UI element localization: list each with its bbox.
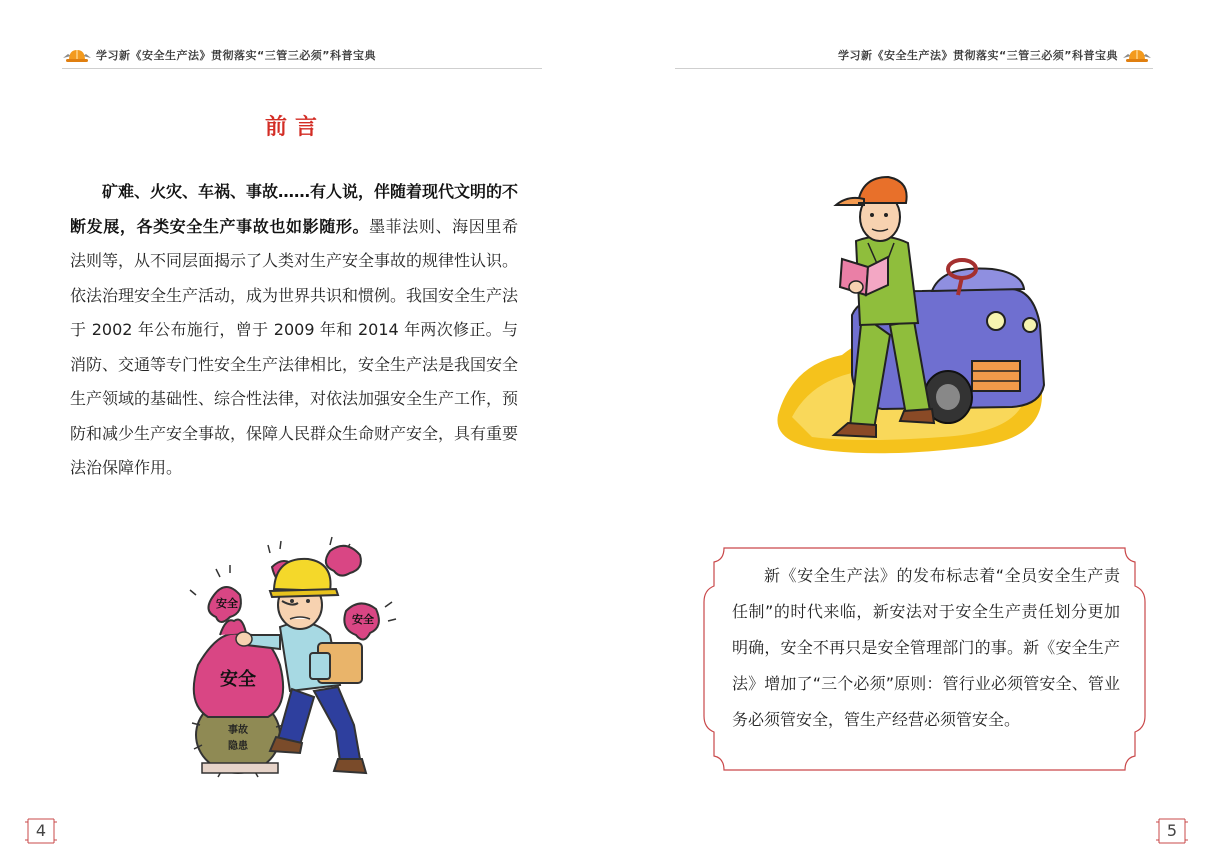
- page-number-label: 5: [1166, 821, 1178, 840]
- page-header: [834, 44, 1152, 66]
- callout-box: [702, 546, 1147, 772]
- page-number: [1155, 818, 1189, 844]
- header-divider: [62, 68, 542, 69]
- header-title: 学习新《安全生产法》贯彻落实“三管三必须”科普宝典: [838, 49, 1118, 62]
- svg-text:安全: 安全: [216, 597, 238, 610]
- callout-paragraph: 新《安全生产法》的发布标志着“全员安全生产责任制”的时代来临，新安法对于安全生产责任划分更加明确，安全不再只是安全管理部门的事。新《安全生产法》增加了“三个必须”原则：管行业必须管安全、管业务必须管安全，管生产经营必须管安全。: [732, 566, 1120, 729]
- svg-text:安全: 安全: [220, 669, 256, 690]
- preface-paragraph: [70, 175, 518, 486]
- svg-text:安全: 安全: [352, 613, 374, 626]
- preface-body: 墨菲法则、海因里希法则等，从不同层面揭示了人类对生产安全事故的规律性认识。依法治理安全生产活动，成为世界共识和惯例。我国安全生产法于 2002 年公布施行，曾于 2009 年和 2014 年两次修正。与消防、交通等专门性安全生产法律相比，安全生产法是我国安全生产领域的基础性、综合性法律，对依法加强安全生产工作，预防和减少生产安全事故，保障人民群众生命财产安全，具有重要法治保障作用。: [70, 216, 519, 477]
- svg-text:事故: 事故: [228, 725, 248, 736]
- preface-bold-lead: 矿难、火灾、车祸、事故……有人说，伴随着现代文明的不断发展，各类安全生产事故也如影随形。: [70, 182, 519, 236]
- header-divider: [675, 68, 1153, 69]
- safety-helmet-icon: [1122, 46, 1152, 64]
- worker-reading-by-vehicle-illustration: [772, 165, 1062, 460]
- header-title: 学习新《安全生产法》贯彻落实“三管三必须”科普宝典: [96, 49, 376, 62]
- svg-text:隐患: 隐患: [228, 741, 248, 752]
- page-number: [24, 818, 58, 844]
- worker-carrying-safety-bag-illustration: [180, 535, 410, 780]
- page-number-label: 4: [35, 821, 47, 840]
- safety-helmet-icon: [62, 46, 92, 64]
- right-page: [607, 0, 1214, 859]
- page-title: 前言: [264, 115, 325, 140]
- page-header: [62, 44, 380, 66]
